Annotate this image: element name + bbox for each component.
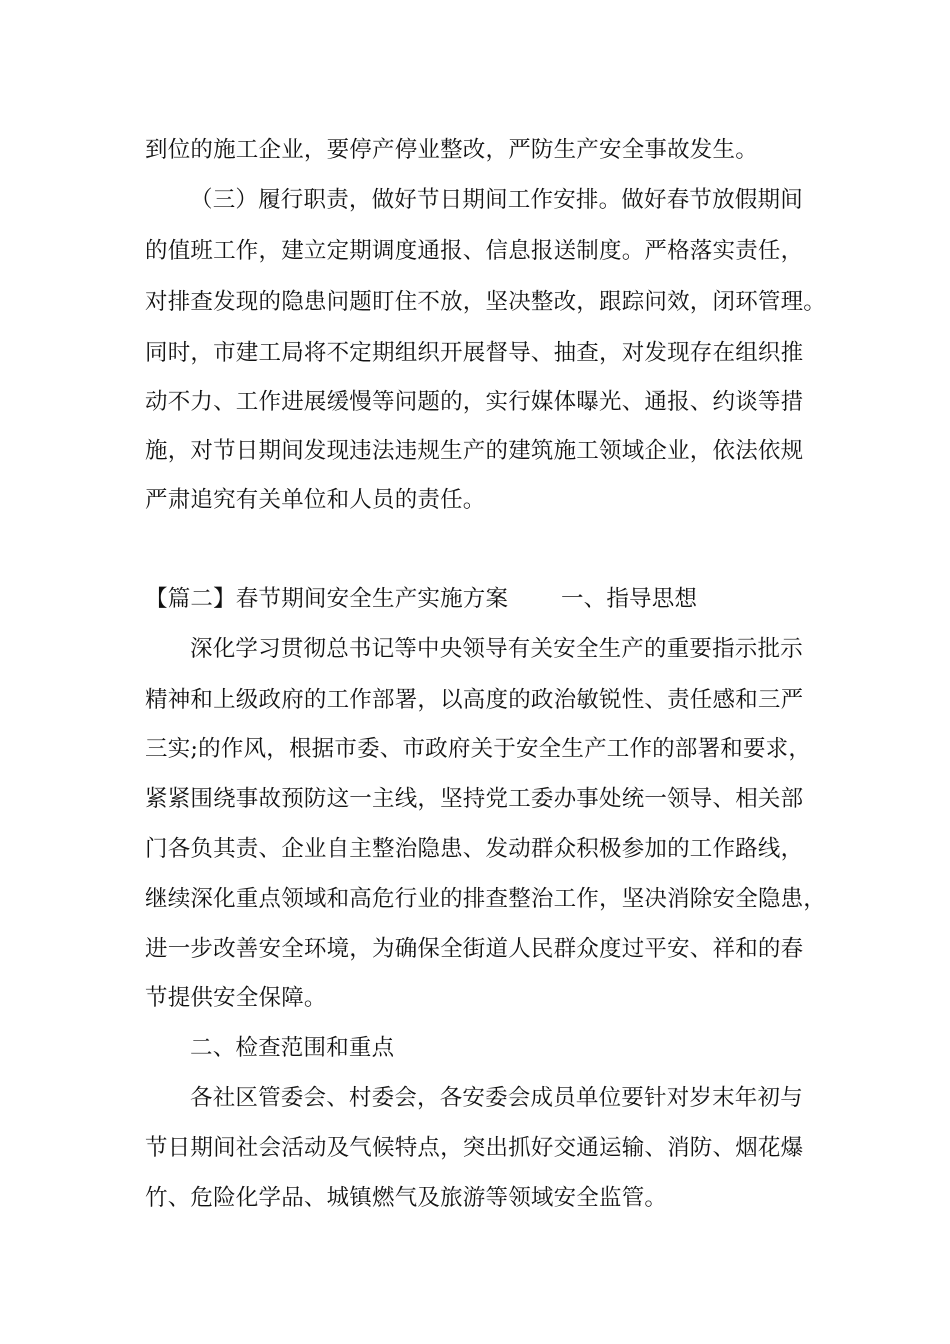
paragraph-line: 施，对节日期间发现违法违规生产的建筑施工领域企业，依法依规 [145,438,804,464]
paragraph-line: 严肃追究有关单位和人员的责任。 [145,487,486,513]
paragraph-line: （三）履行职责，做好节日期间工作安排。做好春节放假期间 [190,187,803,213]
paragraph-line: 三实;的作风，根据市委、市政府关于安全生产工作的部署和要求， [145,736,812,762]
paragraph-line: 竹、危险化学品、城镇燃气及旅游等领域安全监管。 [145,1185,668,1211]
paragraph-line: 的值班工作，建立定期调度通报、信息报送制度。严格落实责任， [145,238,804,264]
paragraph-line: 节日期间社会活动及气候特点，突出抓好交通运输、消防、烟花爆 [145,1135,804,1161]
paragraph-line: 动不力、工作进展缓慢等问题的，实行媒体曝光、通报、约谈等措 [145,389,804,415]
paragraph-line: 门各负其责、企业自主整治隐患、发动群众积极参加的工作路线， [145,836,804,862]
paragraph-line: 进一步改善安全环境，为确保全街道人民群众度过平安、祥和的春 [145,936,804,962]
paragraph-line: 到位的施工企业，要停产停业整改，严防生产安全事故发生。 [145,137,758,163]
paragraph-line: 深化学习贯彻总书记等中央领导有关安全生产的重要指示批示 [190,636,803,662]
paragraph-line: 同时，市建工局将不定期组织开展督导、抽查，对发现存在组织推 [145,340,804,366]
paragraph-line: 节提供安全保障。 [145,985,327,1011]
section-subheading: 二、检查范围和重点 [190,1035,395,1061]
paragraph-line: 对排查发现的隐患问题盯住不放，坚决整改，跟踪问效，闭环管理。 [145,289,827,315]
section-heading: 【篇二】春节期间安全生产实施方案 一、指导思想 [145,586,698,612]
paragraph-line: 紧紧围绕事故预防这一主线，坚持党工委办事处统一领导、相关部 [145,786,804,812]
paragraph-line: 精神和上级政府的工作部署，以高度的政治敏锐性、责任感和三严 [145,687,804,713]
paragraph-line: 继续深化重点领域和高危行业的排查整治工作，坚决消除安全隐患， [145,886,827,912]
paragraph-line: 各社区管委会、村委会，各安委会成员单位要针对岁末年初与 [190,1085,803,1111]
